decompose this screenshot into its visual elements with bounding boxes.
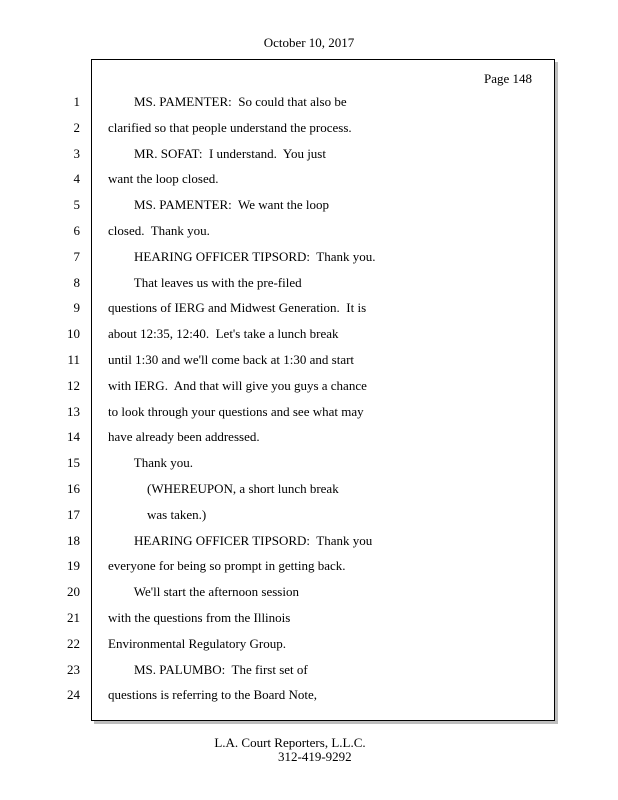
line-number: 15 — [67, 455, 80, 470]
transcript-line-text: That leaves us with the pre-filed — [108, 275, 302, 290]
transcript-line-text: questions is referring to the Board Note, — [108, 687, 318, 702]
transcript-line-text: MS. PAMENTER: So could that also be — [108, 94, 347, 109]
line-number: 18 — [67, 533, 80, 548]
line-number: 19 — [67, 558, 80, 573]
line-number: 9 — [73, 300, 80, 315]
line-number: 5 — [73, 197, 80, 212]
transcript-line-text: have already been addressed. — [108, 429, 260, 444]
transcript-line-text: questions of IERG and Midwest Generation. It is — [108, 300, 367, 315]
line-number: 7 — [73, 249, 80, 264]
line-number: 13 — [67, 404, 80, 419]
transcript-line-text: with IERG. And that will give you guys a chance — [108, 378, 367, 393]
transcript-line-text: MR. SOFAT: I understand. You just — [108, 146, 326, 161]
transcript-line-text: to look through your questions and see what may — [108, 404, 364, 419]
transcript-line-text: MS. PALUMBO: The first set of — [108, 662, 308, 677]
transcript-line-text: want the loop closed. — [108, 171, 219, 186]
line-number: 6 — [73, 223, 80, 238]
transcript-line-text: HEARING OFFICER TIPSORD: Thank you. — [108, 249, 376, 264]
transcript-line-text: everyone for being so prompt in getting back. — [108, 558, 346, 573]
line-number: 23 — [67, 662, 80, 677]
page-number: Page 148 — [483, 71, 532, 86]
line-number: 17 — [67, 507, 80, 522]
line-number: 4 — [73, 171, 80, 186]
transcript-line-text: Environmental Regulatory Group. — [108, 636, 286, 651]
transcript-line-text: We'll start the afternoon session — [108, 584, 299, 599]
line-number: 24 — [67, 687, 80, 702]
line-number: 16 — [67, 481, 80, 496]
transcript-line-text: HEARING OFFICER TIPSORD: Thank you — [108, 533, 373, 548]
transcript-line-text: was taken.) — [108, 507, 207, 522]
line-number: 8 — [73, 275, 80, 290]
footer-phone: 312-419-9292 — [278, 749, 352, 764]
line-number: 14 — [67, 429, 80, 444]
footer-firm-name: L.A. Court Reporters, L.L.C. — [214, 735, 366, 750]
line-number: 20 — [67, 584, 80, 599]
transcript-line-text: until 1:30 and we'll come back at 1:30 and start — [108, 352, 355, 367]
line-number: 1 — [73, 94, 80, 109]
transcript-line-text: clarified so that people understand the process. — [108, 120, 352, 135]
line-number: 11 — [67, 352, 80, 367]
transcript-line-text: with the questions from the Illinois — [108, 610, 291, 625]
line-number: 12 — [67, 378, 80, 393]
line-number: 3 — [73, 146, 80, 161]
line-number: 2 — [73, 120, 80, 135]
line-number: 10 — [67, 326, 80, 341]
header-date: October 10, 2017 — [263, 35, 355, 50]
transcript-line-text: closed. Thank you. — [108, 223, 210, 238]
line-number: 22 — [67, 636, 80, 651]
transcript-line-text: MS. PAMENTER: We want the loop — [108, 197, 330, 212]
transcript-line-text: Thank you. — [108, 455, 193, 470]
transcript-line-text: about 12:35, 12:40. Let's take a lunch break — [108, 326, 339, 341]
transcript-line-text: (WHEREUPON, a short lunch break — [108, 481, 339, 496]
line-number: 21 — [67, 610, 80, 625]
